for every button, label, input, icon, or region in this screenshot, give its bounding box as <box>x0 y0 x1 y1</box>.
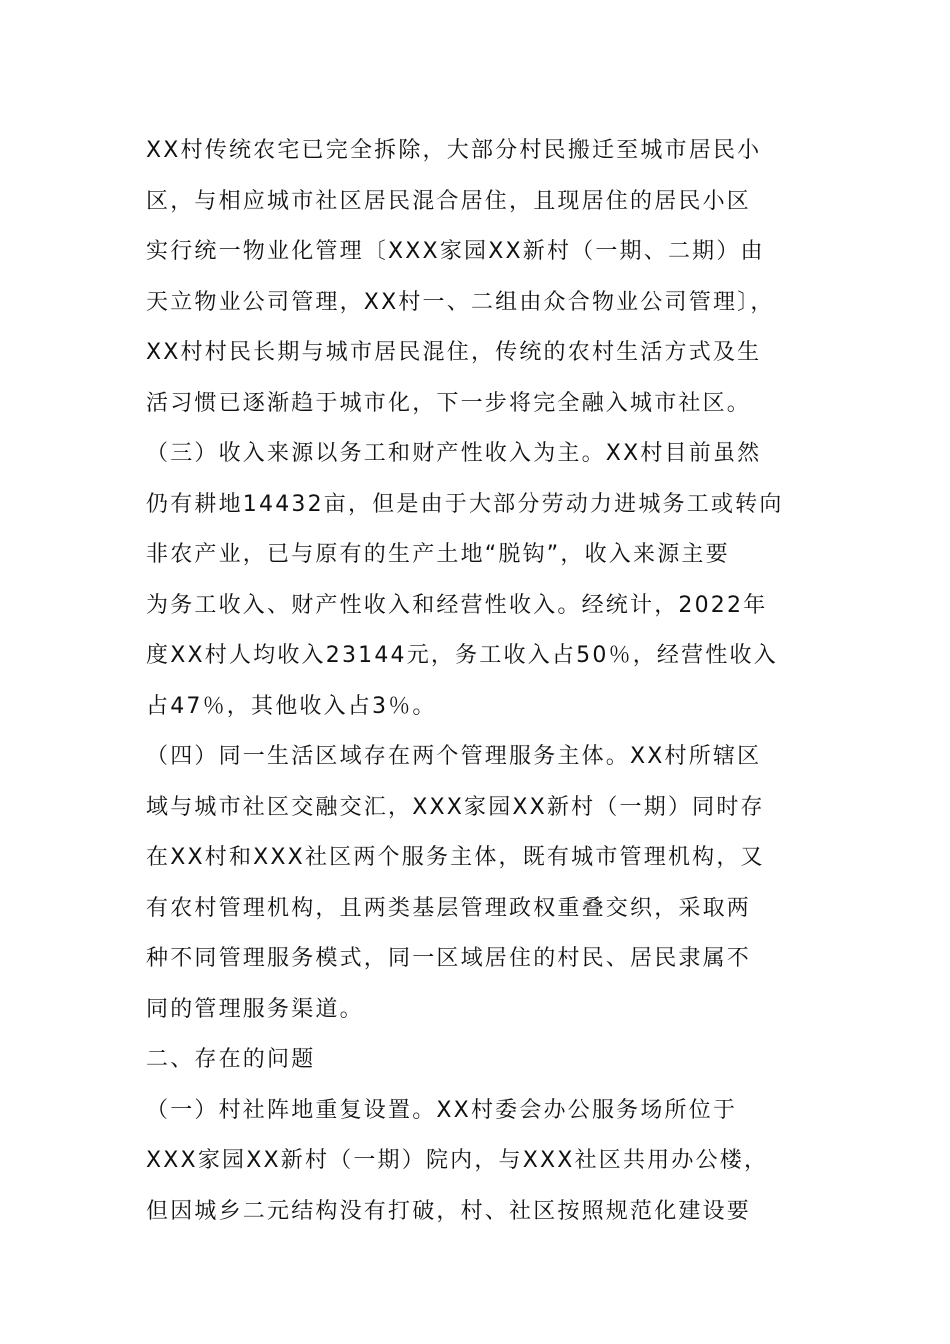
text-line: 区，与相应城市社区居民混合居住，且现居住的居民小区 <box>146 188 752 214</box>
text-line: 但因城乡二元结构没有打破，村、社区按照规范化建设要 <box>146 1198 752 1224</box>
text-line: 仍有耕地14432亩，但是由于大部分劳动力进城务工或转向 <box>146 491 784 517</box>
text-line: 实行统一物业化管理〔XXX家园XX新村（一期、二期）由 <box>146 239 765 264</box>
text-line: 在XX村和XXX社区两个服务主体，既有城市管理机构，又 <box>146 845 765 870</box>
section-heading-4: （四）同一生活区域存在两个管理服务主体。XX村所辖区 <box>146 744 762 769</box>
text-line: 种不同管理服务模式，同一区域居住的村民、居民隶属不 <box>146 946 752 971</box>
text-line: 同的管理服务渠道。 <box>146 996 364 1022</box>
document-body <box>146 126 811 1237</box>
text-line: 域与城市社区交融交汇，XXX家园XX新村（一期）同时存 <box>146 794 765 820</box>
text-line: 有农村管理机构，且两类基层管理政权重叠交织，采取两 <box>146 895 752 921</box>
text-line: 天立物业公司管理，XX村一、二组由众合物业公司管理〕， <box>146 289 775 315</box>
text-line: 占47％，其他收入占3％。 <box>146 693 437 719</box>
chapter-heading: 二、存在的问题 <box>146 1047 316 1072</box>
text-line: XX村传统农宅已完全拆除，大部分村民搬迁至城市居民小 <box>146 138 762 163</box>
section-heading-1: （一）村社阵地重复设置。XX村委会办公服务场所位于 <box>146 1097 738 1123</box>
section-heading-3: （三）收入来源以务工和财产性收入为主。XX村目前虽然 <box>146 441 762 466</box>
text-line: XX村村民长期与城市居民混住，传统的农村生活方式及生 <box>146 340 762 365</box>
text-line: 非农产业，已与原有的生产土地“脱钩”，收入来源主要 <box>146 542 730 567</box>
text-line: 度XX村人均收入23144元，务工收入占50％，经营性收入 <box>146 643 778 668</box>
text-line: 为务工收入、财产性收入和经营性收入。经统计，2022年 <box>146 592 768 618</box>
text-line: 活习惯已逐渐趋于城市化，下一步将完全融入城市社区。 <box>146 390 752 416</box>
text-line: XXX家园XX新村（一期）院内，与XXX社区共用办公楼， <box>146 1148 769 1173</box>
